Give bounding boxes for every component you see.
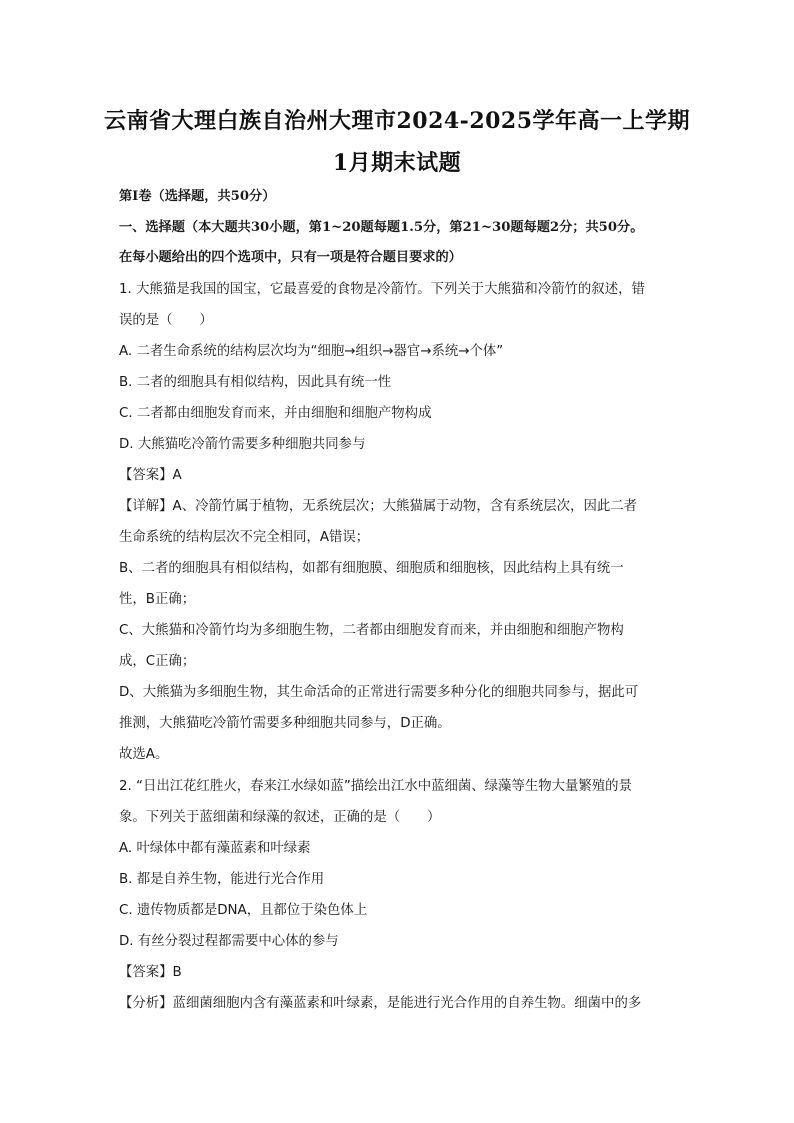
q2-stem-line2: 象。下列关于蓝细菌和绿藻的叙述，正确的是（ ） (119, 810, 441, 825)
q1-explanation-line: 推测，大熊猫吃冷箭竹需要多种细胞共同参与，D正确。 (119, 716, 451, 731)
q2-answer: 【答案】B (119, 965, 182, 980)
instruction-line2: 在每小题给出的四个选项中，只有一项是符合题目要求的） (119, 250, 462, 265)
q2-option-b: B. 都是自养生物，能进行光合作用 (119, 872, 325, 887)
doc-title-line1: 云南省大理白族自治州大理市2024-2025学年高一上学期 (103, 108, 691, 134)
q1-option-b: B. 二者的细胞具有相似结构，因此具有统一性 (119, 375, 392, 390)
q1-option-d: D. 大熊猫吃冷箭竹需要多种细胞共同参与 (119, 437, 366, 452)
q1-explanation-line: 【详解】A、冷箭竹属于植物，无系统层次；大熊猫属于动物，含有系统层次，因此二者 (119, 499, 638, 514)
q2-option-d: D. 有丝分裂过程都需要中心体的参与 (119, 934, 339, 949)
q2-option-c: C. 遗传物质都是DNA，且都位于染色体上 (119, 903, 368, 918)
q1-answer: 【答案】A (119, 468, 182, 483)
q1-stem-line1: 1. 大熊猫是我国的国宝，它最喜爱的食物是冷箭竹。下列关于大熊猫和冷箭竹的叙述，错 (119, 282, 645, 297)
q1-stem-line2: 误的是（ ） (119, 313, 213, 328)
q1-option-a: A. 二者生命系统的结构层次均为“细胞→组织→器官→系统→个体” (119, 344, 504, 359)
q1-explanation-line: 故选A。 (119, 747, 169, 762)
doc-title-line2: 1月期末试题 (332, 150, 462, 176)
q1-explanation-line: 性，B正确； (119, 592, 196, 607)
q2-option-a: A. 叶绿体中都有藻蓝素和叶绿素 (119, 841, 311, 856)
q1-explanation-line: 生命系统的结构层次不完全相同，A错误； (119, 530, 370, 545)
q2-analysis: 【分析】蓝细菌细胞内含有藻蓝素和叶绿素，是能进行光合作用的自养生物。细菌中的多 (119, 996, 642, 1011)
q1-explanation-line: C、大熊猫和冷箭竹均为多细胞生物，二者都由细胞发育而来，并由细胞和细胞产物构 (119, 623, 624, 638)
q1-option-c: C. 二者都由细胞发育而来，并由细胞和细胞产物构成 (119, 406, 432, 421)
q2-stem-line1: 2. “日出江花红胜火，春来江水绿如蓝”描绘出江水中蓝细菌、绿藻等生物大量繁殖的景 (119, 779, 632, 794)
q1-explanation-line: 成，C正确； (119, 654, 196, 669)
q1-explanation-line: B、二者的细胞具有相似结构，如都有细胞膜、细胞质和细胞核，因此结构上具有统一 (119, 561, 624, 576)
instruction-line1: 一、选择题（本大题共30小题，第1~20题每题1.5分，第21~30题每题2分；共50分。 (119, 220, 644, 235)
section-heading: 第Ⅰ卷（选择题，共50分） (119, 189, 276, 204)
q1-explanation-line: D、大熊猫为多细胞生物，其生命活命的正常进行需要多种分化的细胞共同参与，据此可 (119, 685, 639, 700)
